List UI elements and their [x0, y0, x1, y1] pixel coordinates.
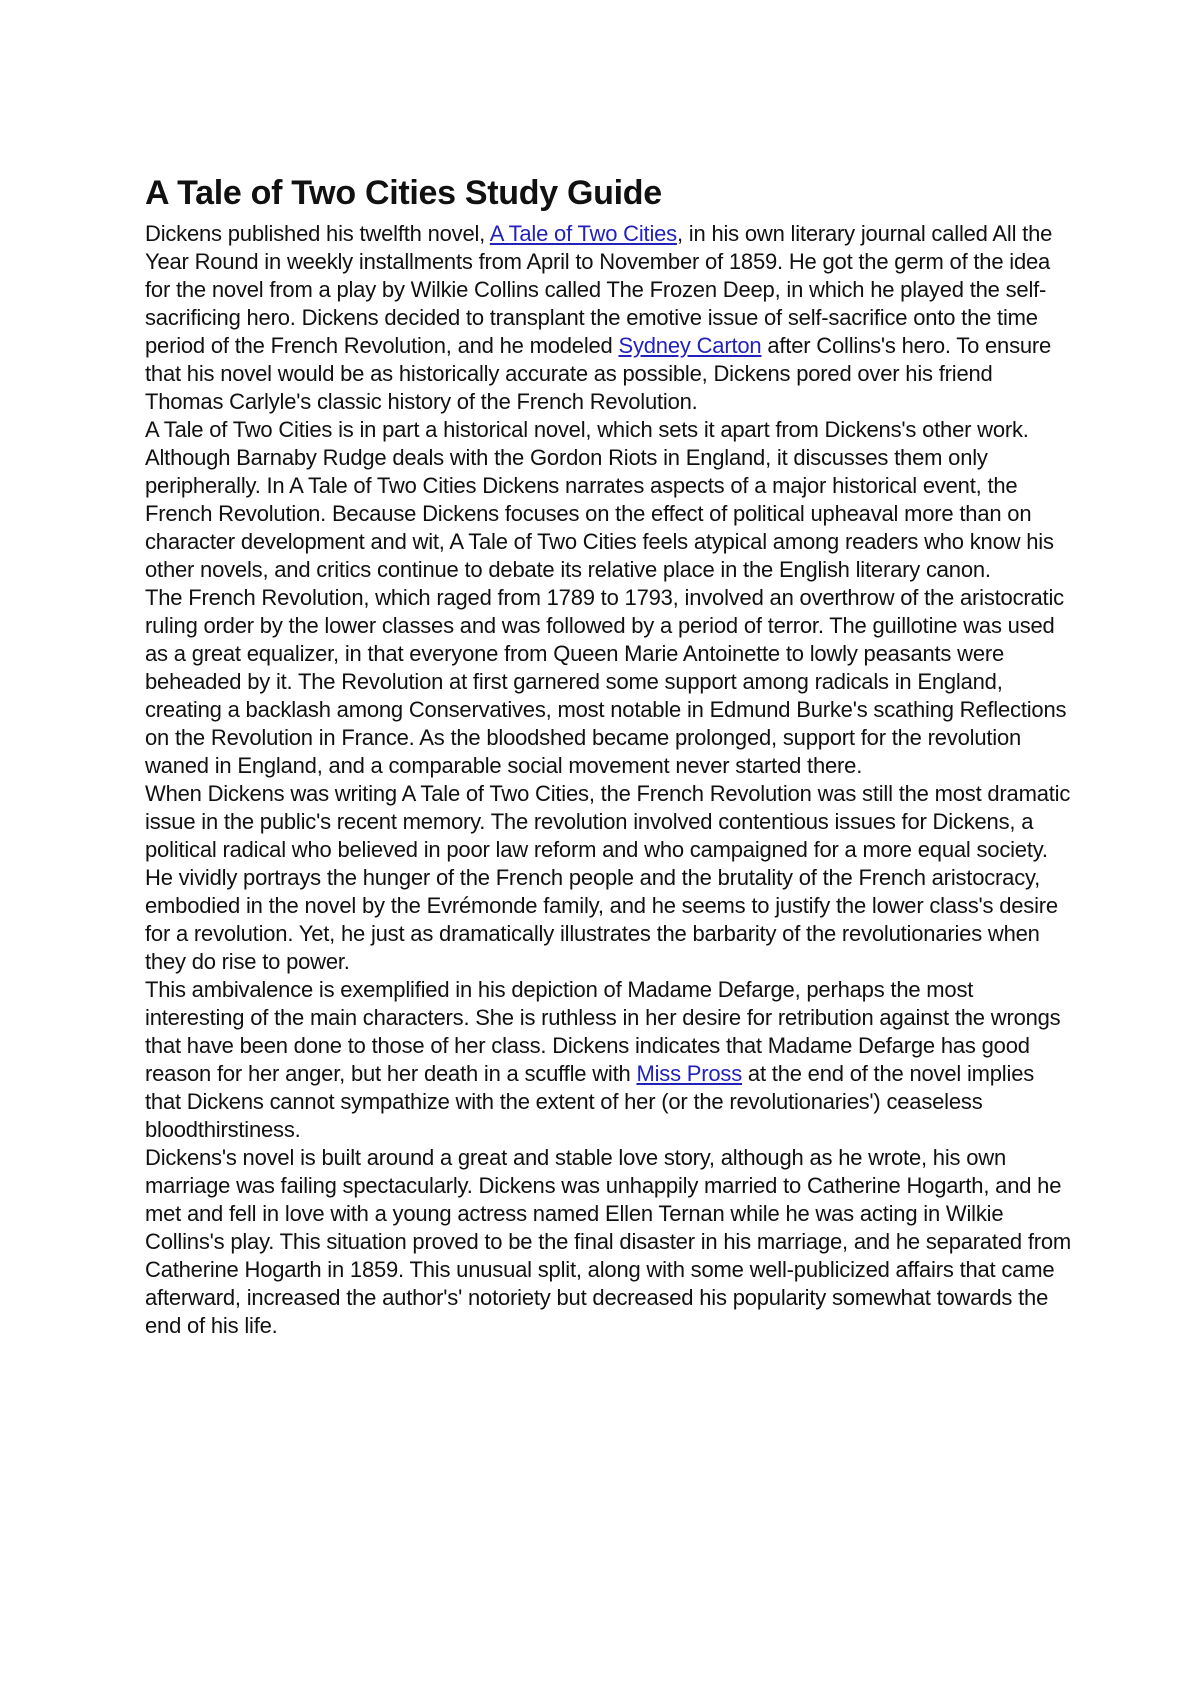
link-a-tale-of-two-cities[interactable]: A Tale of Two Cities — [489, 221, 677, 246]
link-miss-pross[interactable]: Miss Pross — [636, 1061, 743, 1086]
paragraph-text: , in his own literary journal called All the Year Round in weekly installments from April to November of 1859. He got the germ of the idea for the novel from a play by Wilkie Collins called The Frozen Deep, in which he played the self-sacrificing hero. Dickens decided to transplant the emotive issue of self-sacrifice onto the time period of the French Revolution, and he modeled — [145, 221, 1053, 358]
paragraph-intro — [145, 220, 1075, 416]
document-page — [145, 172, 1075, 1340]
paragraph-text: after Collins's hero. To ensure that his novel would be as historically accurate as possible, Dickens pored over his friend Thomas Carlyle's classic history of the French Revolution. — [145, 333, 1052, 414]
link-sydney-carton[interactable]: Sydney Carton — [618, 333, 762, 358]
paragraph-text: This ambivalence is exemplified in his depiction of Madame Defarge, perhaps the most interesting of the main characters. She is ruthless in her desire for retribution against the wrongs that have been done to those of her class. Dickens indicates that Madame Defarge has good reason for her anger, but her death in a scuffle with — [145, 977, 1061, 1086]
paragraph-love-story: Dickens's novel is built around a great and stable love story, although as he wrote, his own marriage was failing spectacularly. Dickens was unhappily married to Catherine Hogarth, and he met and fell in love with a young actress named Ellen Ternan while he was acting in Wilkie Collins's play. This situation proved to be the final disaster in his marriage, and he separated from Catherine Hogarth in 1859. This unusual split, along with some well-publicized affairs that came afterward, increased the author's' notoriety but decreased his popularity somewhat towards the end of his life. — [145, 1145, 1072, 1338]
page-title: A Tale of Two Cities Study Guide — [145, 174, 662, 212]
paragraph-madame-defarge — [145, 976, 1075, 1144]
paragraph-historical-novel: A Tale of Two Cities is in part a historical novel, which sets it apart from Dickens's other work. Although Barnaby Rudge deals with the Gordon Riots in England, it discusses them only peripherally. In A Tale of Two Cities Dickens narrates aspects of a major historical event, the French Revolution. Because Dickens focuses on the effect of political upheaval more than on character development and wit, A Tale of Two Cities feels atypical among readers who know his other novels, and critics continue to debate its relative place in the English literary canon. — [145, 417, 1054, 582]
paragraph-dickens-writing: When Dickens was writing A Tale of Two Cities, the French Revolution was still the most dramatic issue in the public's recent memory. The revolution involved contentious issues for Dickens, a political radical who believed in poor law reform and who campaigned for a more equal society. He vividly portrays the hunger of the French people and the brutality of the French aristocracy, embodied in the novel by the Evrémonde family, and he seems to justify the lower class's desire for a revolution. Yet, he just as dramatically illustrates the barbarity of the revolutionaries when they do rise to power. — [145, 781, 1071, 974]
paragraph-text: at the end of the novel implies that Dickens cannot sympathize with the extent of her (or the revolutionaries') ceaseless bloodthirstiness. — [145, 1061, 1035, 1142]
paragraph-text: Dickens published his twelfth novel, — [145, 221, 490, 246]
paragraph-french-revolution: The French Revolution, which raged from 1789 to 1793, involved an overthrow of the aristocratic ruling order by the lower classes and was followed by a period of terror. The guillotine was used as a great equalizer, in that everyone from Queen Marie Antoinette to lowly peasants were beheaded by it. The Revolution at first garnered some support among radicals in England, creating a backlash among Conservatives, most notable in Edmund Burke's scathing Reflections on the Revolution in France. As the bloodshed became prolonged, support for the revolution waned in England, and a comparable social movement never started there. — [145, 585, 1067, 778]
